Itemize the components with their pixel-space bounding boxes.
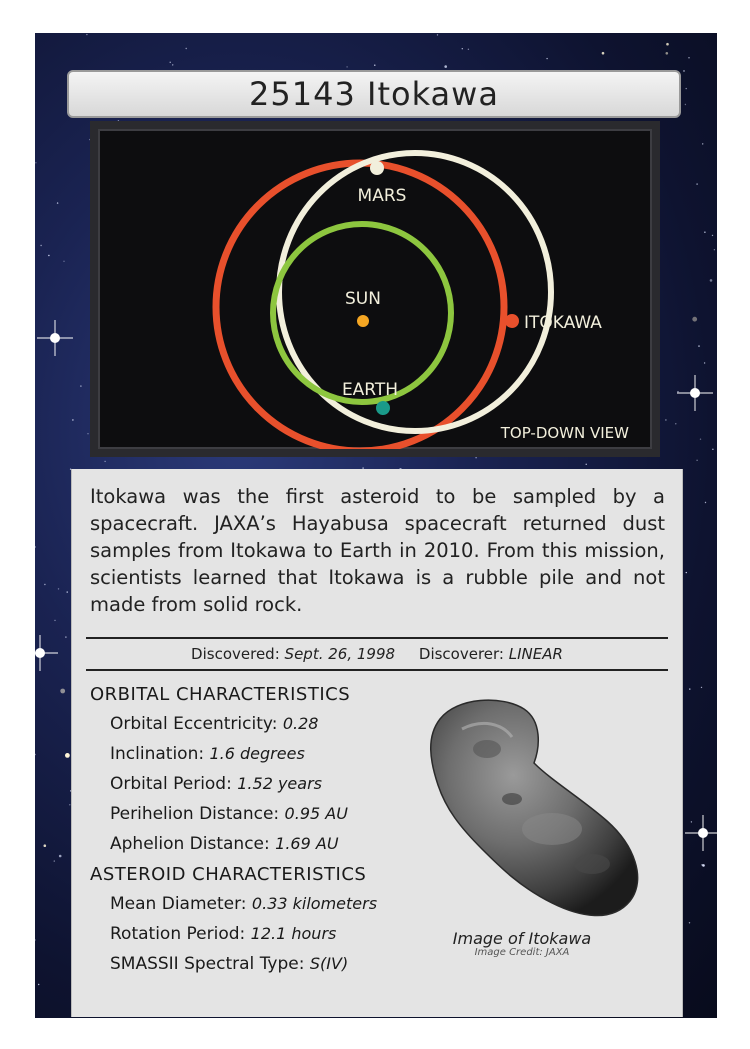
bright-star — [37, 320, 73, 356]
star — [86, 34, 87, 35]
star — [685, 104, 686, 105]
orbit-svg — [98, 129, 652, 449]
star — [40, 245, 41, 246]
star — [104, 461, 105, 462]
star — [696, 460, 697, 461]
itokawa-image — [402, 689, 662, 929]
star — [704, 232, 705, 233]
star — [57, 202, 58, 203]
bright-star — [35, 635, 58, 671]
image-caption-block — [442, 929, 602, 958]
star — [346, 66, 347, 67]
discovered-label: Discovered: — [191, 645, 280, 663]
star — [65, 636, 66, 637]
title-banner — [67, 70, 681, 118]
star — [686, 572, 687, 573]
star — [689, 688, 690, 689]
star — [666, 43, 669, 46]
bright-star — [677, 375, 713, 411]
orbital-item: Inclination: 1.6 degrees — [110, 744, 305, 764]
star — [714, 249, 715, 250]
star — [701, 687, 702, 688]
star — [48, 255, 49, 256]
asteroid-item: SMASSII Spectral Type: S(IV) — [110, 954, 349, 974]
orbital-heading: ORBITAL CHARACTERISTICS — [90, 684, 351, 705]
star — [44, 844, 47, 847]
star — [475, 457, 476, 458]
trading-card — [35, 33, 717, 1018]
star — [675, 423, 676, 424]
star — [80, 385, 81, 386]
itokawa-dot — [505, 314, 519, 328]
star — [35, 754, 36, 755]
star — [686, 88, 687, 89]
sun-dot — [357, 315, 369, 327]
image-credit: Image Credit: JAXA — [474, 947, 570, 958]
star — [44, 584, 45, 585]
star — [689, 922, 690, 923]
star — [60, 689, 65, 694]
star — [437, 34, 438, 35]
earth-label: EARTH — [341, 380, 399, 400]
star — [602, 52, 605, 55]
star — [67, 591, 68, 592]
earth-orbit — [273, 224, 451, 402]
star — [688, 57, 689, 58]
star — [72, 419, 73, 420]
star — [54, 620, 55, 621]
star — [374, 65, 375, 66]
star — [54, 860, 55, 861]
star — [35, 162, 36, 163]
image-caption: Image of Itokawa — [452, 929, 592, 948]
orbital-item: Orbital Eccentricity: 0.28 — [110, 714, 319, 734]
itokawa-label: ITOKAWA — [524, 313, 602, 333]
star — [677, 391, 678, 392]
star — [59, 855, 62, 858]
divider-top — [86, 637, 668, 639]
star — [705, 502, 706, 503]
asteroid-heading: ASTEROID CHARACTERISTICS — [90, 864, 367, 885]
star — [87, 433, 88, 434]
star — [712, 449, 713, 450]
star — [704, 362, 705, 363]
description-text: Itokawa was the first asteroid to be sampled by a spacecraft. JAXA’s Hayabusa spacecraft returned dust samples from Itokawa to Earth in 2010. From this mission, scientists learned that Itokawa is a rubble pile and not made from solid rock. — [90, 485, 665, 616]
star — [696, 183, 697, 184]
orbit-diagram — [90, 121, 660, 457]
info-panel — [71, 469, 683, 1017]
asteroid-item: Rotation Period: 12.1 hours — [110, 924, 337, 944]
divider-bottom — [86, 669, 668, 671]
discoverer-label: Discoverer: — [418, 645, 504, 663]
star — [702, 143, 703, 144]
star — [692, 317, 697, 322]
discovered-value: Sept. 26, 1998 — [284, 645, 396, 663]
card-title: 25143 Itokawa — [249, 75, 499, 113]
star — [58, 588, 59, 589]
orbital-item: Perihelion Distance: 0.95 AU — [110, 804, 348, 824]
star — [462, 48, 463, 49]
star — [35, 546, 36, 547]
asteroid-item: Mean Diameter: 0.33 kilometers — [110, 894, 378, 914]
star — [546, 58, 547, 59]
star — [172, 64, 173, 65]
star — [666, 52, 669, 55]
orbital-item: Aphelion Distance: 1.69 AU — [110, 834, 339, 854]
star — [698, 345, 699, 346]
star — [710, 279, 713, 282]
star — [468, 49, 469, 50]
star — [701, 864, 702, 865]
discoverer-value: LINEAR — [508, 645, 563, 663]
star — [65, 753, 70, 758]
mars-label: MARS — [357, 186, 407, 206]
star — [170, 62, 171, 63]
star — [38, 984, 39, 985]
mars-dot — [370, 161, 384, 175]
earth-dot — [376, 401, 390, 415]
bright-star — [685, 815, 717, 851]
star — [35, 939, 36, 940]
view-label: TOP-DOWN VIEW — [500, 424, 629, 442]
star — [63, 261, 64, 262]
sun-label: SUN — [345, 289, 381, 309]
star — [444, 65, 447, 68]
discovery-line — [72, 645, 682, 663]
star — [683, 70, 684, 71]
star — [186, 48, 187, 49]
star — [712, 235, 713, 236]
orbital-item: Orbital Period: 1.52 years — [110, 774, 322, 794]
star — [665, 419, 666, 420]
star — [586, 464, 587, 465]
star — [691, 821, 692, 822]
star — [700, 439, 701, 440]
